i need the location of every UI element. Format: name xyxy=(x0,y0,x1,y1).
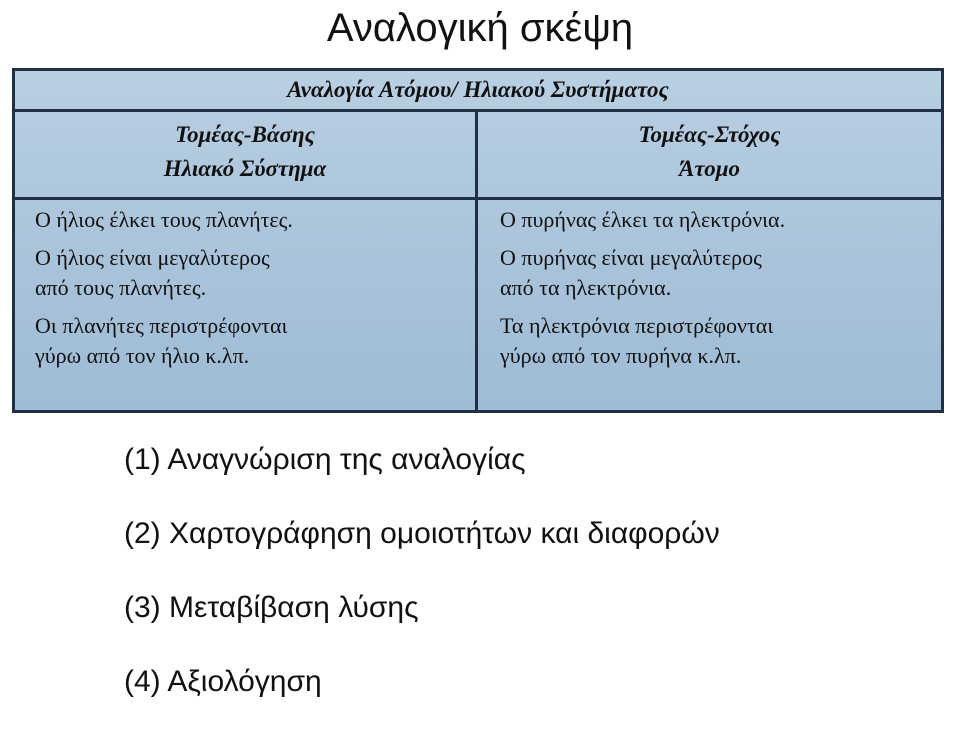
source-domain-name: Ηλιακό Σύστημα xyxy=(163,156,327,181)
target-domain-column xyxy=(500,205,930,379)
statement-line: Ο πυρήνας είναι μεγαλύτερος xyxy=(500,245,762,270)
statement-line: γύρω από τον ήλιο κ.λπ. xyxy=(35,343,250,368)
source-domain-label: Τομέας-Βάσης xyxy=(175,122,315,147)
steps-list xyxy=(124,440,924,736)
table-row xyxy=(500,205,930,235)
statement-line: Οι πλανήτες περιστρέφονται xyxy=(35,313,288,338)
target-domain-label: Τομέας-Στόχος xyxy=(638,122,781,147)
table-row xyxy=(500,243,930,303)
page-title: Αναλογική σκέψη xyxy=(326,6,634,50)
table-row xyxy=(500,311,930,371)
step-item: (4) Αξιολόγηση xyxy=(124,665,322,698)
step-item: (2) Χαρτογράφηση ομοιοτήτων και διαφορών xyxy=(124,517,720,550)
target-domain-header xyxy=(478,118,941,186)
source-domain-header xyxy=(15,118,475,186)
table-caption: Αναλογία Ατόμου/ Ηλιακού Συστήματος xyxy=(15,71,941,112)
step-item: (3) Μεταβίβαση λύσης xyxy=(124,591,419,624)
statement-line: Ο ήλιος έλκει τους πλανήτες. xyxy=(35,207,293,232)
statement-line: Ο πυρήνας έλκει τα ηλεκτρόνια. xyxy=(500,207,786,232)
table-row xyxy=(35,205,465,235)
table-row xyxy=(35,311,465,371)
step-item: (1) Αναγνώριση της αναλογίας xyxy=(124,443,526,476)
statement-line: Τα ηλεκτρόνια περιστρέφονται xyxy=(500,313,774,338)
header-rule xyxy=(15,197,941,200)
analogy-table xyxy=(12,68,944,413)
statement-line: από τους πλανήτες. xyxy=(35,275,207,300)
statement-line: από τα ηλεκτρόνια. xyxy=(500,275,672,300)
source-domain-column xyxy=(35,205,465,379)
statement-line: Ο ήλιος είναι μεγαλύτερος xyxy=(35,245,270,270)
target-domain-name: Άτομο xyxy=(678,156,740,181)
statement-line: γύρω από τον πυρήνα κ.λπ. xyxy=(500,343,742,368)
table-row xyxy=(35,243,465,303)
